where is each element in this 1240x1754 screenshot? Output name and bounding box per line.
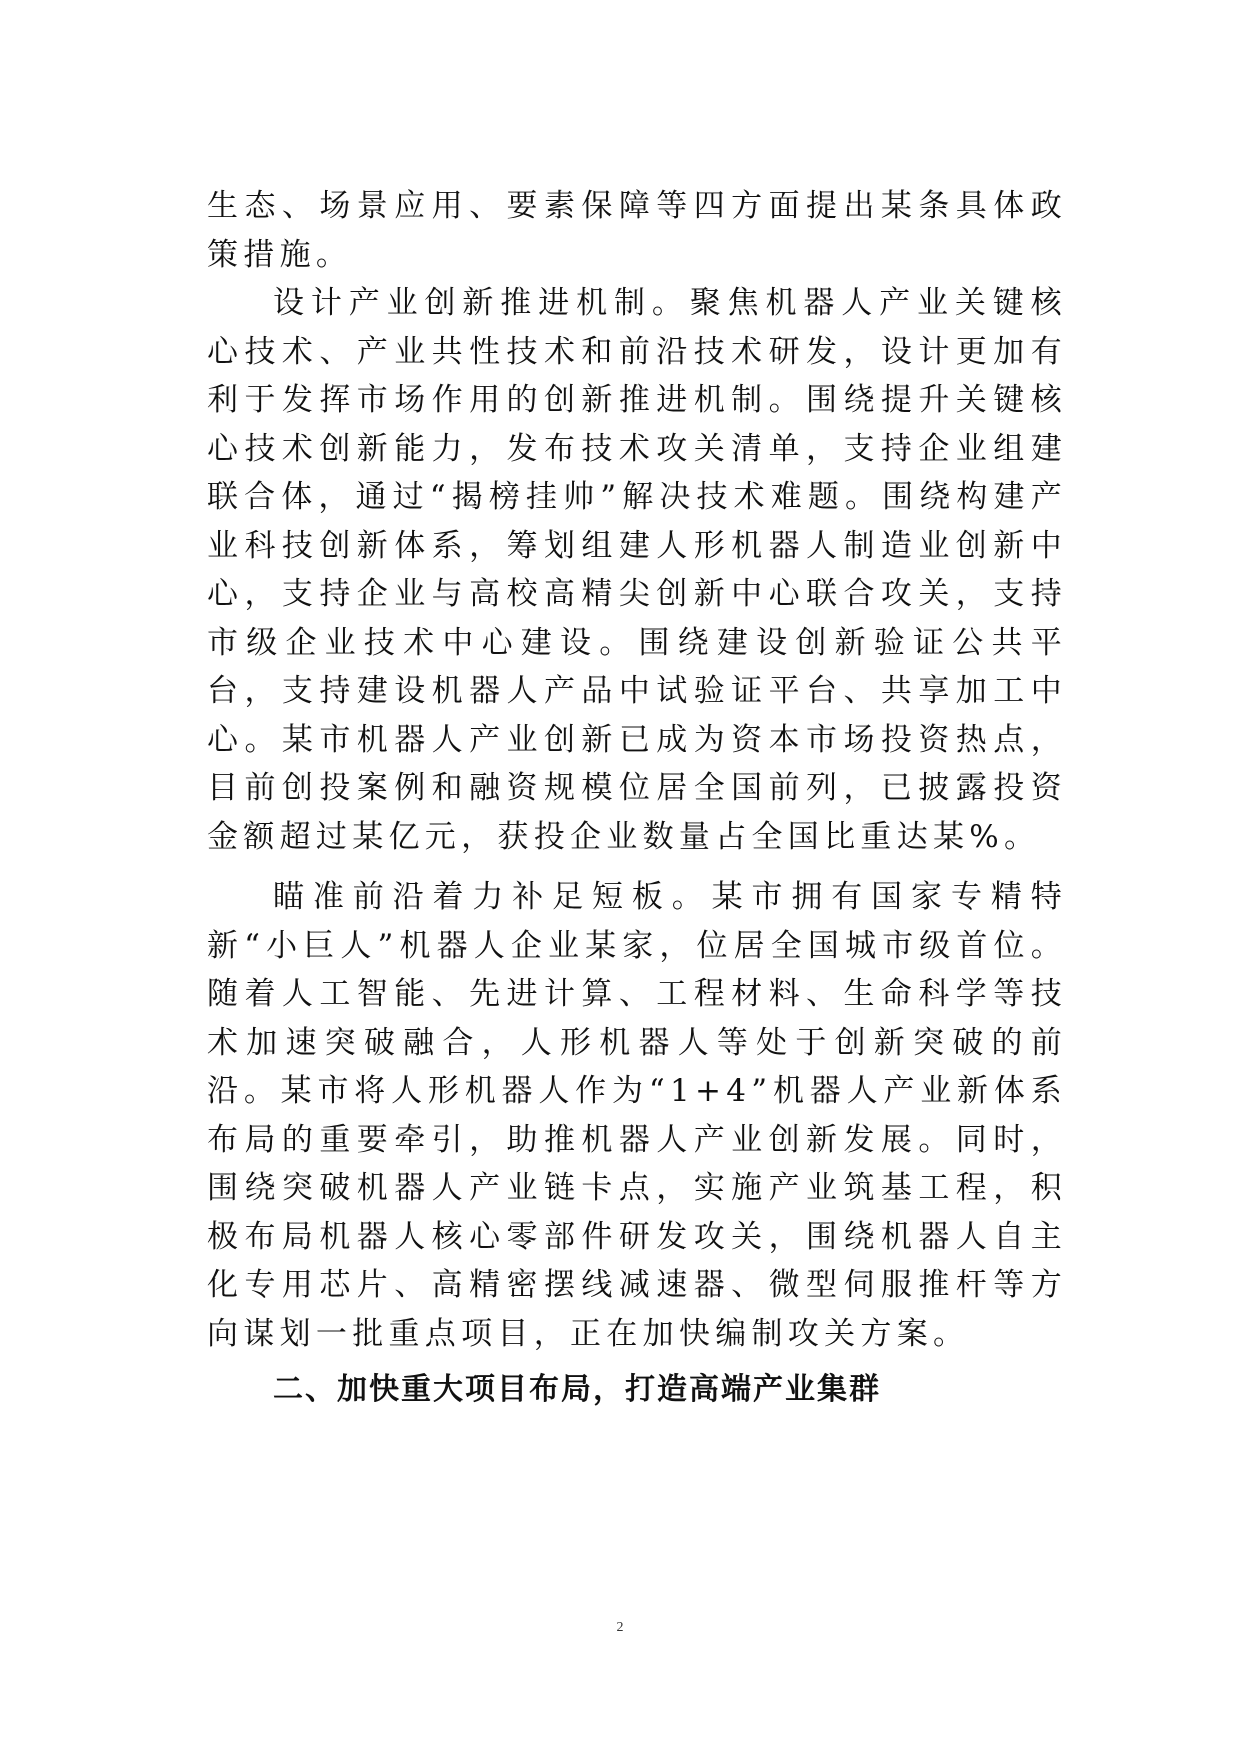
paragraph-continuation: 生态、场景应用、要素保障等四方面提出某条具体政策措施。 bbox=[207, 188, 1067, 273]
page-number: 2 bbox=[616, 1620, 624, 1635]
paragraph-innovation-mechanism: 设计产业创新推进机制。聚焦机器人产业关键核心技术、产业共性技术和前沿技术研发，设计更加有利于发挥市场作用的创新推进机制。围绕提升关键核心技术创新能力，发布技术攻关清单，支持企业组建联合体，通过“揭榜挂帅”解决技术难题。围绕构建产业科技创新体系，筹划组建人形机器人制造业创新中心，支持企业与高校高精尖创新中心联合攻关，支持市级企业技术中心建设。围绕建设创新验证公共平台，支持建设机器人产品中试验证平台、共享加工中心。某市机器人产业创新已成为资本市场投资热点，目前创投案例和融资规模位居全国前列，已披露投资金额超过某亿元，获投企业数量占全国比重达某%。 bbox=[207, 285, 1067, 855]
document-body bbox=[207, 182, 1067, 1414]
paragraph-frontier-shortcomings: 瞄准前沿着力补足短板。某市拥有国家专精特新“小巨人”机器人企业某家，位居全国城市级首位。随着人工智能、先进计算、工程材料、生命科学等技术加速突破融合，人形机器人等处于创新突破的前沿。某市将人形机器人作为“1+4”机器人产业新体系布局的重要牵引，助推机器人产业创新发展。同时，围绕突破机器人产业链卡点，实施产业筑基工程，积极布局机器人核心零部件研发攻关，围绕机器人自主化专用芯片、高精密摆线减速器、微型伺服推杆等方向谋划一批重点项目，正在加快编制攻关方案。 bbox=[207, 879, 1067, 1352]
section-heading: 二、加快重大项目布局，打造高端产业集群 bbox=[273, 1372, 881, 1407]
